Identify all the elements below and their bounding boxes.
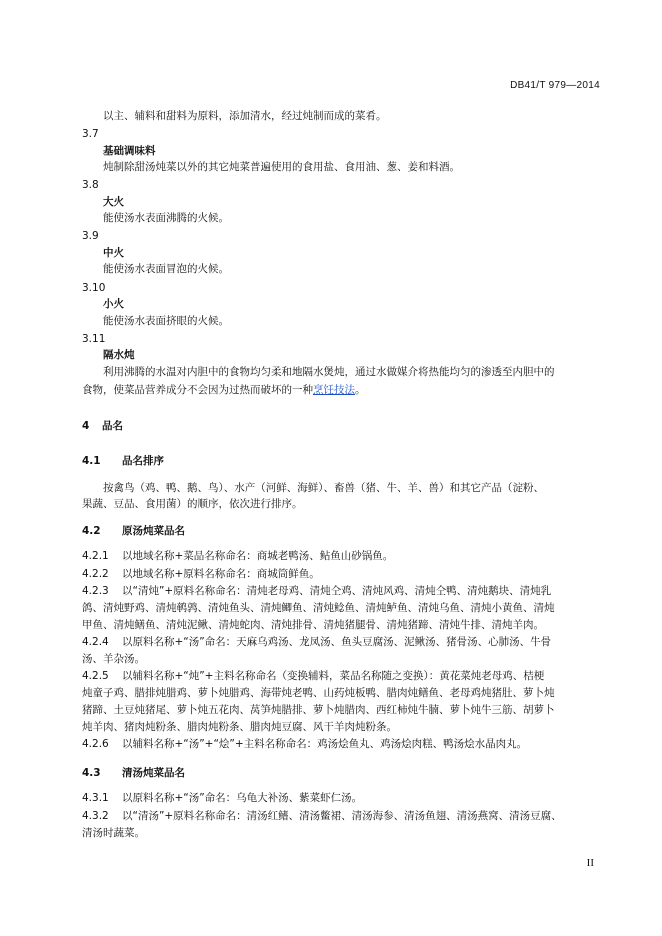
term-definition: 以主、辅料和甜料为原料，添加清水，经过炖制而成的菜肴。 (103, 110, 387, 122)
term-definition-last-line (82, 383, 366, 397)
list-item: 4.2.5 以辅料名称+“炖”+主料名称命名（变换辅料，菜品名称随之变换）：黄花菜炖老母鸡、桔梗 (82, 670, 545, 682)
list-item: 4.3.2 以“清汤”+原料名称命名：清汤红鳍、清汤鳖裙、清汤海参、清汤鱼翅、清汤燕窝、清汤豆腐、 (82, 810, 562, 822)
term-definition: 能使汤水表面沸腾的火候。 (103, 212, 229, 224)
list-item-continuation: 炖童子鸡、腊排炖腊鸡、萝卜炖腊鸡、海带炖老鸭、山药炖板鸭、腊肉炖鳝鱼、老母鸡炖猪肚、萝卜炖 (82, 687, 555, 699)
term-definition: 能使汤水表面挤眼的火候。 (103, 315, 229, 327)
term-title: 中火 (103, 247, 124, 259)
cooking-technique-link[interactable]: 烹饪技法 (313, 384, 355, 396)
term-title: 小火 (103, 298, 124, 310)
list-item: 4.2.2 以地域名称+原料名称命名：商城筒鲜鱼。 (82, 568, 320, 580)
subsection-heading: 4.3 清汤炖菜品名 (82, 767, 185, 779)
list-item-continuation: 炖羊肉、猪肉炖粉条、腊肉炖粉条、腊肉炖豆腐、风干羊肉炖粉条。 (82, 721, 397, 733)
term-definition: 炖制除甜汤炖菜以外的其它炖菜普遍使用的食用盐、食用油、葱、姜和料酒。 (103, 161, 460, 173)
list-item: 4.2.3 以“清炖”+原料名称命名：清炖老母鸡、清炖仝鸡、清炖风鸡、清炖仝鸭、清炖鹅块、清炖乳 (82, 585, 552, 597)
page-number: II (586, 857, 594, 869)
term-number: 3.9 (82, 230, 99, 242)
list-item: 4.2.6 以辅料名称+“汤”+“烩”+主料名称命名：鸡汤烩鱼丸、鸡汤烩肉糕、鸭汤烩水晶肉丸。 (82, 738, 528, 750)
document-code: DB41/T 979—2014 (510, 80, 600, 91)
paragraph-line: 果蔬、豆品、食用菌）的顺序，依次进行排序。 (82, 498, 303, 510)
list-item-continuation: 猪蹄、土豆炖猪尾、萝卜炖五花肉、莴笋炖腊排、萝卜炖腊肉、西红柿炖牛腩、萝卜炖牛三筋、胡萝卜 (82, 704, 555, 716)
term-definition: 能使汤水表面冒泡的火候。 (103, 263, 229, 275)
term-title: 大火 (103, 196, 124, 208)
list-item: 4.2.1 以地域名称+菜品名称命名：商城老鸭汤、鲇鱼山砂锅鱼。 (82, 550, 394, 562)
section-heading: 4 品名 (82, 420, 123, 432)
term-number: 3.11 (82, 333, 106, 345)
subsection-heading: 4.2 原汤炖菜品名 (82, 525, 185, 537)
list-item-continuation: 鸽、清炖野鸡、清炖鹌鹑、清炖鱼头、清炖鲫鱼、清炖鲶鱼、清炖鲈鱼、清炖乌鱼、清炖小黄鱼、清炖 (82, 602, 555, 614)
list-item: 4.3.1 以原料名称+“汤”命名：乌龟大补汤、紫菜虾仁汤。 (82, 792, 363, 804)
term-title: 基础调味料 (103, 145, 156, 157)
term-number: 3.8 (82, 179, 99, 191)
term-definition-text: 食物，使菜品营养成分不会因为过热而破坏的一种 (82, 384, 313, 396)
term-definition: 利用沸腾的水温对内胆中的食物均匀柔和地隔水煲炖，通过水做媒介将热能均匀的渗透至内胆中的 (103, 366, 555, 378)
list-item-continuation: 甲鱼、清炖鳝鱼、清炖泥鳅、清炖蛇肉、清炖排骨、清炖猪腿骨、清炖猪蹄、清炖牛排、清炖羊肉。 (82, 619, 544, 631)
subsection-heading: 4.1 品名排序 (82, 455, 164, 467)
list-item-continuation: 汤、羊杂汤。 (82, 653, 145, 665)
term-number: 3.10 (82, 282, 106, 294)
paragraph-line: 按禽鸟（鸡、鸭、鹅、鸟）、水产（河鲜、海鲜）、畜兽（猪、牛、羊、兽）和其它产品（淀粉、 (103, 482, 544, 494)
list-item-continuation: 清汤时蔬菜。 (82, 827, 145, 839)
term-title: 隔水炖 (103, 349, 135, 361)
term-definition-text: 。 (355, 384, 366, 396)
list-item: 4.2.4 以原料名称+“汤”命名：天麻乌鸡汤、龙凤汤、鱼头豆腐汤、泥鳅汤、猪骨汤、心肺汤、牛骨 (82, 636, 552, 648)
term-number: 3.7 (82, 128, 99, 140)
